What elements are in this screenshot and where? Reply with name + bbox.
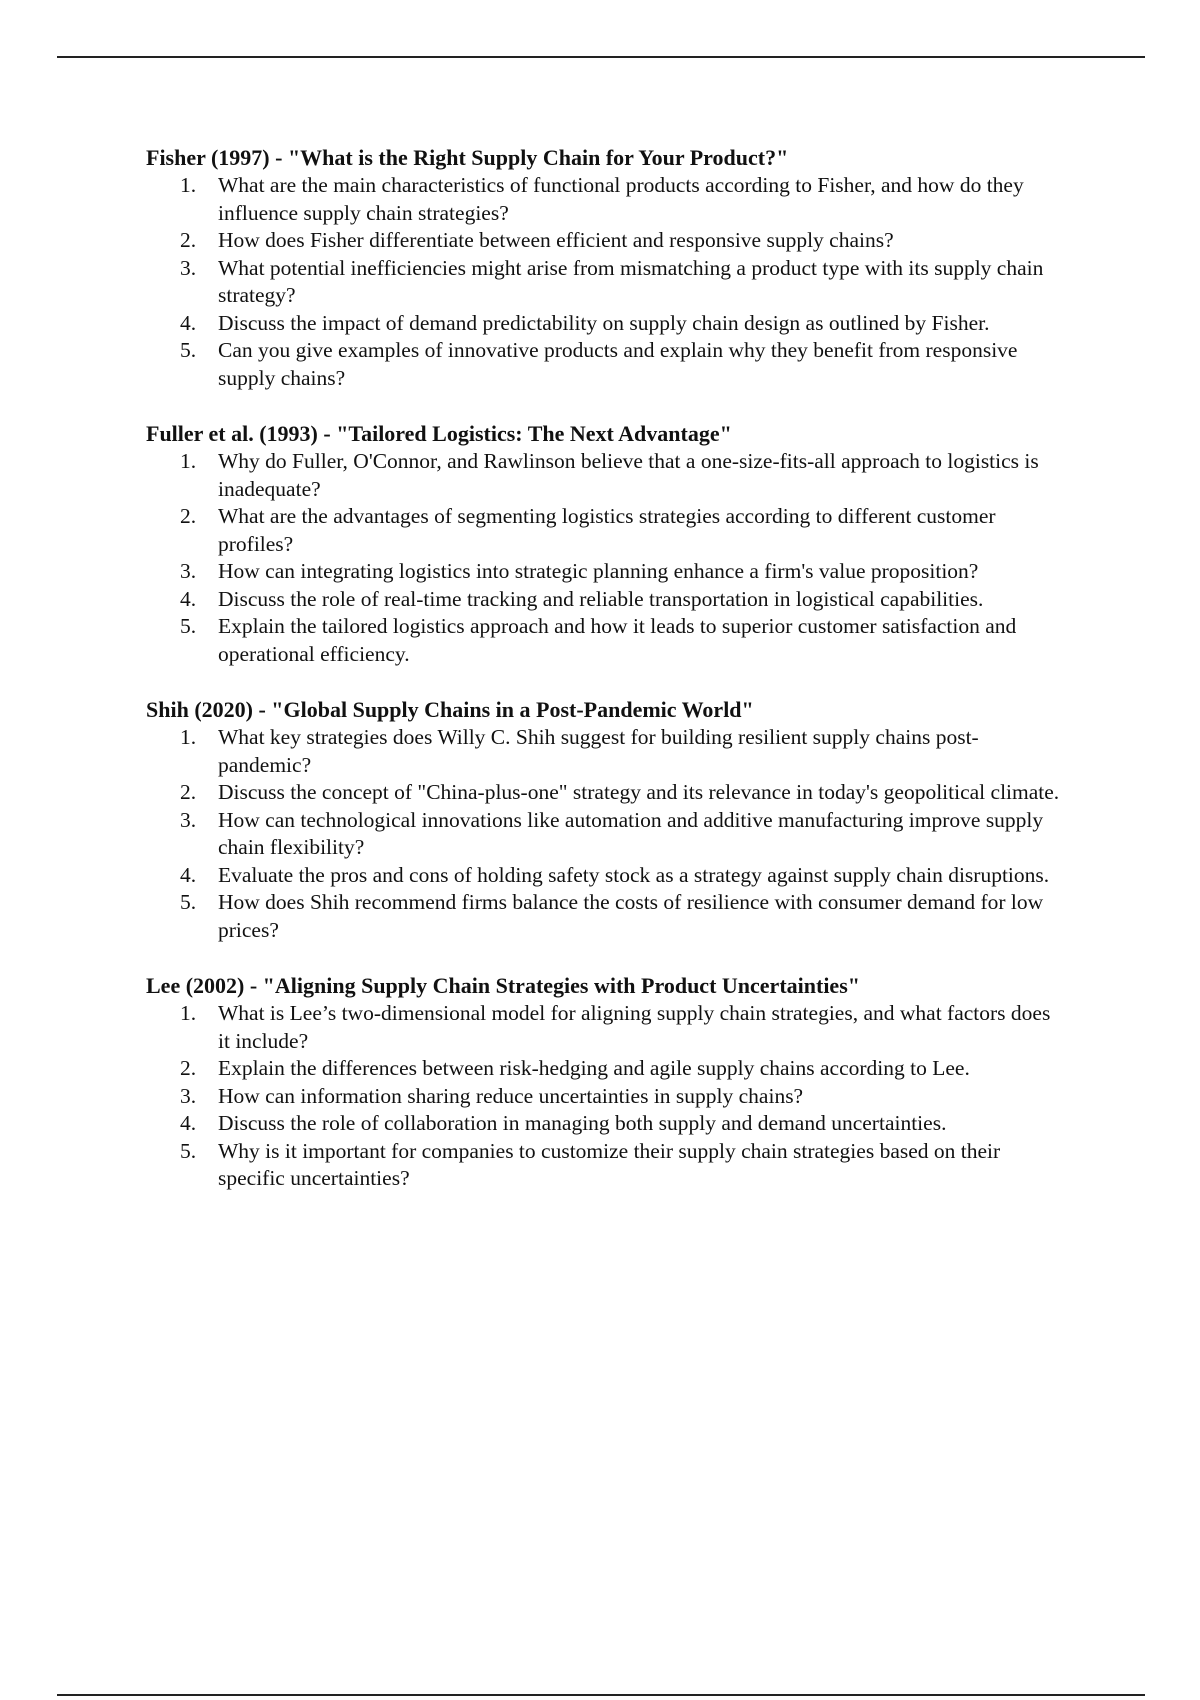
item-number: 1. (180, 173, 197, 197)
item-text: What are the advantages of segmenting logistics strategies according to different customer profiles? (218, 504, 996, 556)
item-number: 4. (180, 310, 197, 335)
list-item (146, 448, 1066, 503)
item-text: What are the main characteristics of functional products according to Fisher, and how do they influence supply chain strategies? (218, 173, 1024, 225)
item-text: What is Lee’s two-dimensional model for aligning supply chain strategies, and what factors does it include? (218, 1001, 1051, 1053)
list-item (146, 724, 1066, 779)
item-text: How can information sharing reduce uncertainties in supply chains? (218, 1083, 804, 1108)
item-text: Discuss the role of collaboration in managing both supply and demand uncertainties. (218, 1111, 947, 1135)
item-text: Discuss the role of real-time tracking and reliable transportation in logistical capabilities. (218, 586, 984, 611)
item-text: What key strategies does Willy C. Shih suggest for building resilient supply chains post-pandemic? (218, 725, 979, 777)
item-text: Can you give examples of innovative products and explain why they benefit from responsive supply chains? (218, 338, 1018, 390)
item-text: Discuss the concept of "China-plus-one" strategy and its relevance in today's geopolitical climate. (218, 780, 1060, 804)
item-number: 5. (180, 890, 197, 914)
list-item (146, 1110, 1066, 1138)
item-number: 3. (180, 559, 197, 583)
section-fisher (146, 144, 1066, 392)
item-number: 1. (180, 1001, 197, 1025)
section-heading: Shih (2020) - "Global Supply Chains in a Post-Pandemic World" (146, 697, 754, 722)
list-item (146, 172, 1066, 227)
item-text: How does Shih recommend firms balance the costs of resilience with consumer demand for low prices? (218, 890, 1044, 942)
list-item (146, 503, 1066, 558)
item-number: 3. (180, 255, 197, 280)
item-text: What potential inefficiencies might arise from mismatching a product type with its supply chain strategy? (218, 255, 1044, 307)
item-number: 4. (180, 1111, 197, 1135)
list-item (146, 310, 1066, 338)
list-item (146, 779, 1066, 807)
section-shih (146, 696, 1066, 944)
section-lee (146, 972, 1066, 1193)
item-text: How can technological innovations like automation and additive manufacturing improve supply chain flexibility? (218, 807, 1044, 859)
item-text: Why is it important for companies to customize their supply chain strategies based on their specific uncertainties? (218, 1138, 1001, 1190)
item-number: 1. (180, 725, 197, 749)
item-number: 5. (180, 1138, 197, 1163)
list-item (146, 613, 1066, 668)
item-number: 5. (180, 338, 197, 362)
item-number: 2. (180, 1056, 197, 1080)
list-item (146, 558, 1066, 586)
top-rule (57, 56, 1145, 58)
item-number: 5. (180, 614, 197, 638)
item-text: How does Fisher differentiate between efficient and responsive supply chains? (218, 228, 894, 252)
item-text: How can integrating logistics into strategic planning enhance a firm's value proposition? (218, 559, 979, 583)
item-text: Explain the differences between risk-hedging and agile supply chains according to Lee. (218, 1056, 970, 1080)
list-item (146, 862, 1066, 890)
document-body (146, 144, 1066, 1221)
item-text: Evaluate the pros and cons of holding safety stock as a strategy against supply chain disruptions. (218, 862, 1050, 887)
list-item (146, 1083, 1066, 1111)
question-list (146, 724, 1066, 944)
section-heading: Fisher (1997) - "What is the Right Supply Chain for Your Product?" (146, 145, 789, 170)
list-item (146, 337, 1066, 392)
list-item (146, 586, 1066, 614)
bottom-rule (57, 1694, 1145, 1696)
item-number: 1. (180, 449, 197, 473)
section-heading: Lee (2002) - "Aligning Supply Chain Strategies with Product Uncertainties" (146, 973, 860, 998)
list-item (146, 1000, 1066, 1055)
list-item (146, 227, 1066, 255)
item-number: 3. (180, 1083, 197, 1108)
list-item (146, 1138, 1066, 1193)
list-item (146, 255, 1066, 310)
item-text: Explain the tailored logistics approach and how it leads to superior customer satisfaction and operational efficiency. (218, 614, 1017, 666)
section-heading: Fuller et al. (1993) - "Tailored Logistics: The Next Advantage" (146, 421, 732, 446)
item-number: 4. (180, 586, 197, 611)
item-text: Why do Fuller, O'Connor, and Rawlinson believe that a one-size-fits-all approach to logistics is inadequate? (218, 449, 1039, 501)
section-fuller (146, 420, 1066, 668)
item-number: 2. (180, 504, 197, 528)
item-number: 2. (180, 228, 197, 252)
list-item (146, 1055, 1066, 1083)
item-number: 2. (180, 780, 197, 804)
item-number: 4. (180, 862, 197, 887)
list-item (146, 807, 1066, 862)
item-text: Discuss the impact of demand predictability on supply chain design as outlined by Fisher. (218, 310, 990, 335)
question-list (146, 448, 1066, 668)
question-list (146, 1000, 1066, 1193)
item-number: 3. (180, 807, 197, 832)
question-list (146, 172, 1066, 392)
list-item (146, 889, 1066, 944)
